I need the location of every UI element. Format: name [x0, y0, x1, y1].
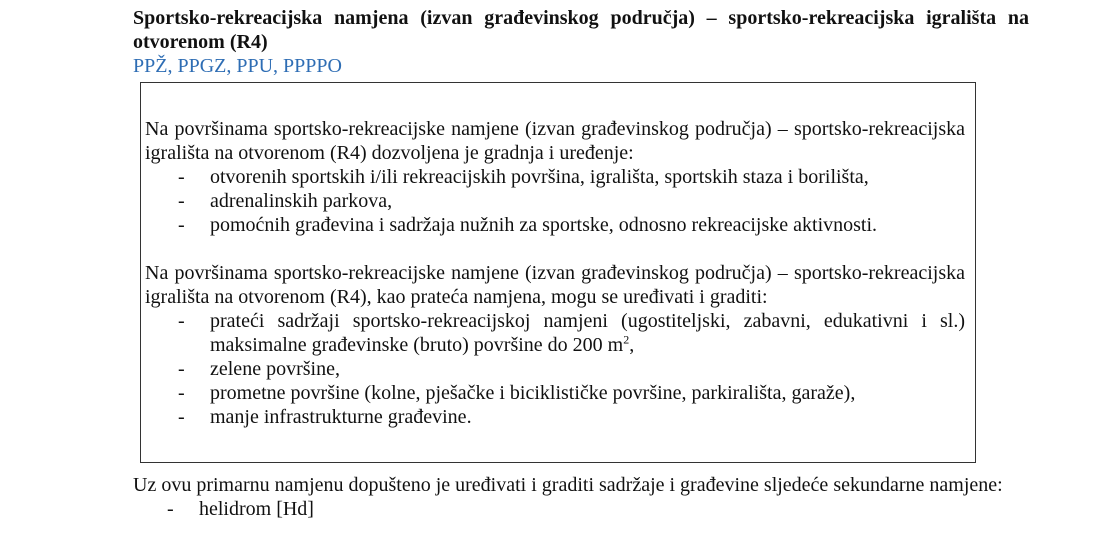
list-item: [145, 405, 965, 429]
secondary-use-paragraph: Uz ovu primarnu namjenu dopušteno je uređivati i graditi sadržaje i građevine sljedeće sekundarne namjene:: [133, 474, 1003, 496]
section-heading: Sportsko-rekreacijska namjena (izvan građevinskog područja) – sportsko-rekreacijska igrališta na otvorenom (R4): [133, 7, 1029, 53]
rules-box-content: [145, 117, 965, 429]
rules-box: [140, 82, 976, 463]
list-item: [133, 497, 1029, 521]
list-item-text: helidrom [Hd]: [199, 498, 314, 520]
list-item-text: adrenalinskih parkova,: [210, 190, 393, 212]
list-item-text: otvorenih sportskih i/ili rekreacijskih površina, igrališta, sportskih staza i borilišta,: [210, 166, 869, 188]
list-item-text: prateći sadržaji sportsko-rekreacijskoj namjeni (ugostiteljski, zabavni, edukativni i sl.) maksimalne građevinske (bruto) površine do 200 m: [210, 310, 965, 356]
dash-bullet: -: [178, 406, 185, 428]
superscript-2: 2: [623, 332, 630, 347]
dash-bullet: -: [178, 214, 185, 236]
allowed-construction-list: [145, 165, 965, 237]
list-item-end: ,: [629, 334, 635, 356]
accompanying-use-list: [145, 309, 965, 429]
list-item: [145, 165, 965, 189]
list-item: [145, 357, 965, 381]
document-header: [133, 6, 1029, 78]
accompanying-use-paragraph: Na površinama sportsko-rekreacijske namjene (izvan građevinskog područja) – sportsko-rekreacijska igrališta na otvorenom (R4), kao prateća namjena, mogu se uređivati i graditi:: [145, 262, 965, 308]
paragraph-gap: [145, 237, 965, 261]
list-item: [145, 381, 965, 405]
dash-bullet: -: [178, 382, 185, 404]
list-item-text: pomoćnih građevina i sadržaja nužnih za sportske, odnosno rekreacijske aktivnosti.: [210, 214, 878, 236]
list-item-text: zelene površine,: [210, 358, 340, 380]
dash-bullet: -: [178, 166, 185, 188]
dash-bullet: -: [167, 498, 174, 520]
secondary-use-section: [133, 473, 1029, 521]
list-item: [145, 309, 965, 357]
list-item: [145, 213, 965, 237]
dash-bullet: -: [178, 358, 185, 380]
dash-bullet: -: [178, 310, 185, 332]
allowed-construction-paragraph: Na površinama sportsko-rekreacijske namjene (izvan građevinskog područja) – sportsko-rekreacijska igrališta na otvorenom (R4) dozvoljena je gradnja i uređenje:: [145, 118, 965, 164]
list-item-text: prometne površine (kolne, pješačke i biciklističke površine, parkirališta, garaže),: [210, 382, 856, 404]
list-item: [145, 189, 965, 213]
list-item-text: manje infrastrukturne građevine.: [210, 406, 472, 428]
secondary-use-list: [133, 497, 1029, 521]
plan-references: PPŽ, PPGZ, PPU, PPPPO: [133, 55, 342, 77]
dash-bullet: -: [178, 190, 185, 212]
